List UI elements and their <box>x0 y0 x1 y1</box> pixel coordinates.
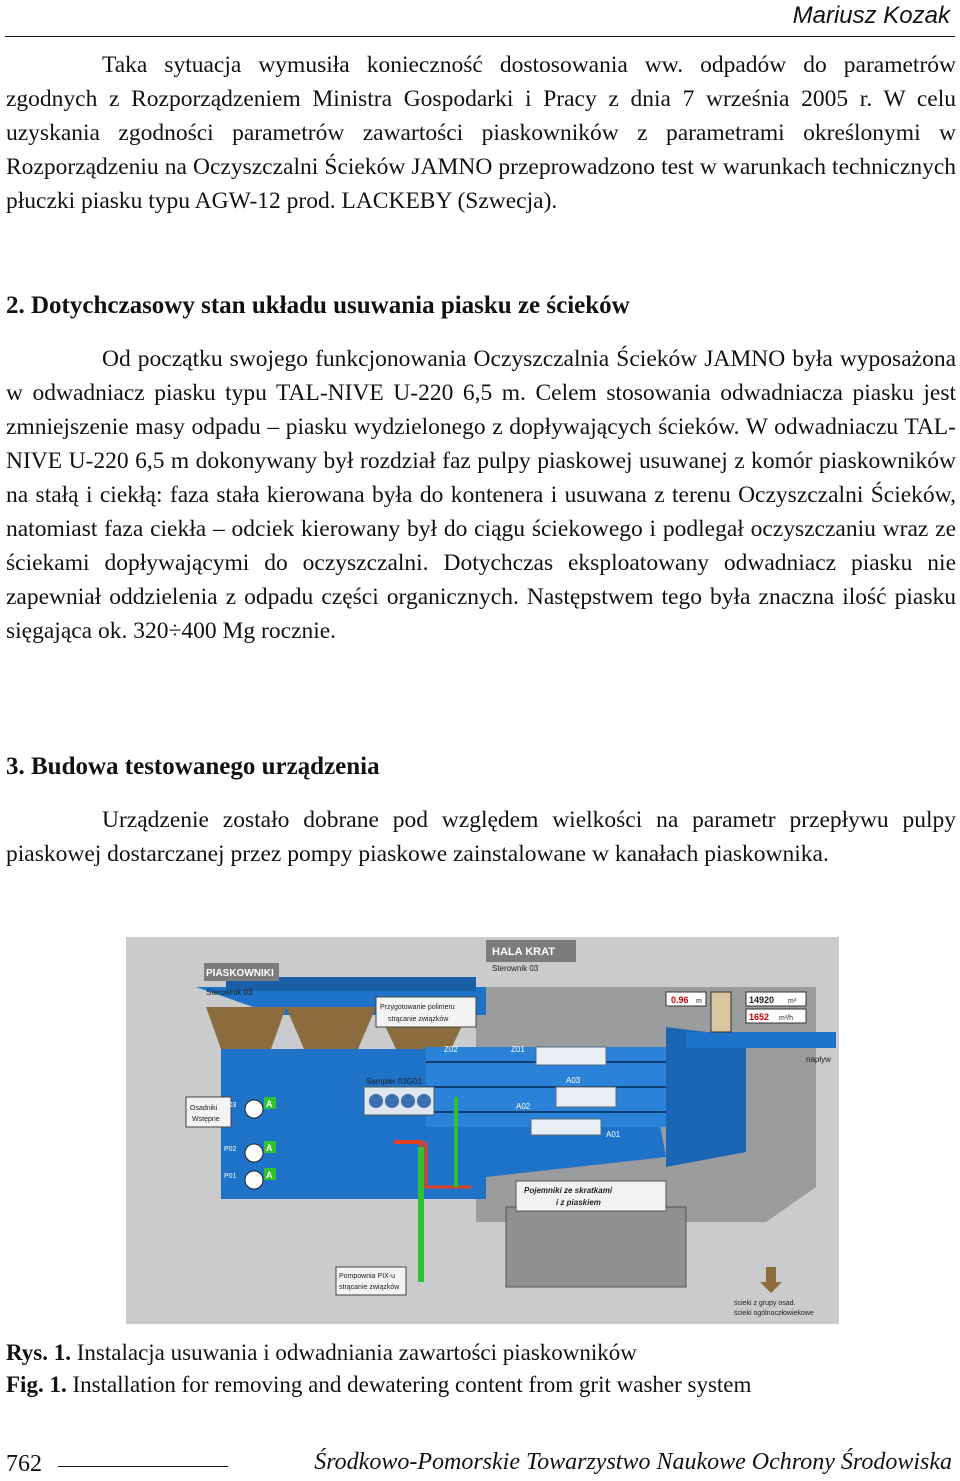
label-z01: Z01 <box>511 1045 525 1054</box>
label-pojemniki-1: Pojemniki ze skratkami <box>524 1186 613 1195</box>
page-number: 762 <box>6 1451 42 1477</box>
intro-paragraph: Taka sytuacja wymusiła konieczność dostosowania ww. odpadów do parametrów zgodnych z Rozporządzeniem Ministra Gospodarki i Pracy z dnia 7 września 2005 r. W celu uzyskania zgodności parametrów zawartości piaskowników z parametrami określonymi w Rozporządzeniu na Oczyszczalni Ścieków JAMNO przeprowadzono test w warunkach technicznych płuczki piasku typu AGW-12 prod. LACKEBY (Szwecja). <box>6 52 956 214</box>
header-rule <box>5 36 955 37</box>
footer-rule <box>58 1466 228 1467</box>
label-a03: A03 <box>566 1076 581 1085</box>
label-p01: P01 <box>224 1173 237 1180</box>
section-3-text <box>6 803 956 871</box>
label-osadniki-1: Osadniki <box>190 1105 218 1112</box>
caption-polish-text: Instalacja usuwania i odwadniania zawartości piaskowników <box>71 1340 637 1365</box>
label-scieki-1: ścieki z grupy osad. <box>734 1300 796 1307</box>
reading-level-unit: m <box>696 998 702 1005</box>
label-a01: A01 <box>606 1130 621 1139</box>
label-pompownia-2: strącanie związków <box>339 1284 400 1291</box>
valve-label-3: A <box>266 1170 273 1180</box>
label-doplyw: napływ <box>806 1055 831 1064</box>
reading-flow-unit: m³/h <box>779 1015 793 1022</box>
label-piaskowniki: PIASKOWNIKI <box>206 968 274 979</box>
journal-name: Środkowo-Pomorskie Towarzystwo Naukowe Ochrony Środowiska <box>314 1449 952 1475</box>
figure-scada-schematic <box>126 937 839 1324</box>
section-2-heading: 2. Dotychczasowy stan układu usuwania piasku ze ścieków <box>6 292 630 319</box>
valve-label-2: A <box>266 1143 273 1153</box>
section-3-paragraph: Urządzenie zostało dobrane pod względem wielkości na parametr przepływu pulpy piaskowej dostarczanej przez pompy piaskowe zainstalowane w kanałach piaskownika. <box>6 807 956 867</box>
section-2-paragraph: Od początku swojego funkcjonowania Oczyszczalnia Ścieków JAMNO była wyposażona w odwadniacz piasku typu TAL-NIVE U-220 6,5 m. Celem stosowania odwadniacza piasku jest zmniejszenie masy odpadu – piasku wydzielonego z dopływających ścieków. W odwadniaczu TAL-NIVE U-220 6,5 m dokonywany był rozdział faz pulpy piaskowej usuwanej z komór piaskowników na stałą i ciekłą: faza stała kierowana była do kontenera i usuwana z terenu Oczyszczalni Ścieków, natomiast faza ciekła – odciek kierowany był do ciągu ściekowego i podlegał oczyszczaniu wraz ze ściekami dopływającymi do oczyszczalni. Dotychczas eksploatowany odwadniacz piasku nie zapewniał oddzielenia z odpadu części organicznych. Następstwem tego była znaczna ilość piasku sięgająca ok. 320÷400 Mg rocznie. <box>6 346 956 644</box>
valve-label-1: A <box>266 1099 273 1109</box>
reading-volume-unit: m³ <box>788 998 797 1005</box>
schematic-svg <box>126 937 839 1324</box>
label-pompownia-1: Pompownia PIX-u <box>339 1273 396 1280</box>
label-sterownik-top: Sterownik 03 <box>492 964 539 973</box>
label-p02: P02 <box>224 1146 237 1153</box>
label-z02: Z02 <box>444 1045 458 1054</box>
caption-english-text: Installation for removing and dewatering content from grit washer system <box>66 1372 752 1397</box>
label-scieki-2: ścieki ogólnoczłowiekowe <box>734 1310 814 1317</box>
section-3-heading: 3. Budowa testowanego urządzenia <box>6 753 380 780</box>
label-a02: A02 <box>516 1102 531 1111</box>
reading-flow: 1652 <box>749 1012 770 1022</box>
label-sampler: Sampler 03G01 <box>366 1077 423 1086</box>
reading-volume: 14920 <box>749 995 775 1005</box>
label-p03: P03 <box>224 1102 237 1109</box>
label-hala-krat: HALA KRAT <box>492 946 555 958</box>
label-sterownik-left: Sterownik 03 <box>206 988 253 997</box>
label-polimer-1: Przygotowanie polimeru <box>380 1004 455 1011</box>
running-header-author: Mariusz Kozak <box>792 2 950 29</box>
intro-text <box>6 48 956 218</box>
label-osadniki-2: Wstępne <box>192 1116 220 1123</box>
caption-english-label: Fig. 1. <box>6 1372 67 1397</box>
reading-level: 0.96 <box>671 995 689 1005</box>
caption-polish <box>6 1340 637 1366</box>
caption-english <box>6 1372 751 1398</box>
label-pojemniki-2: i z piaskiem <box>556 1198 601 1207</box>
caption-polish-label: Rys. 1. <box>6 1340 72 1365</box>
section-2-text <box>6 342 956 648</box>
label-polimer-2: strącanie związków <box>388 1016 449 1023</box>
